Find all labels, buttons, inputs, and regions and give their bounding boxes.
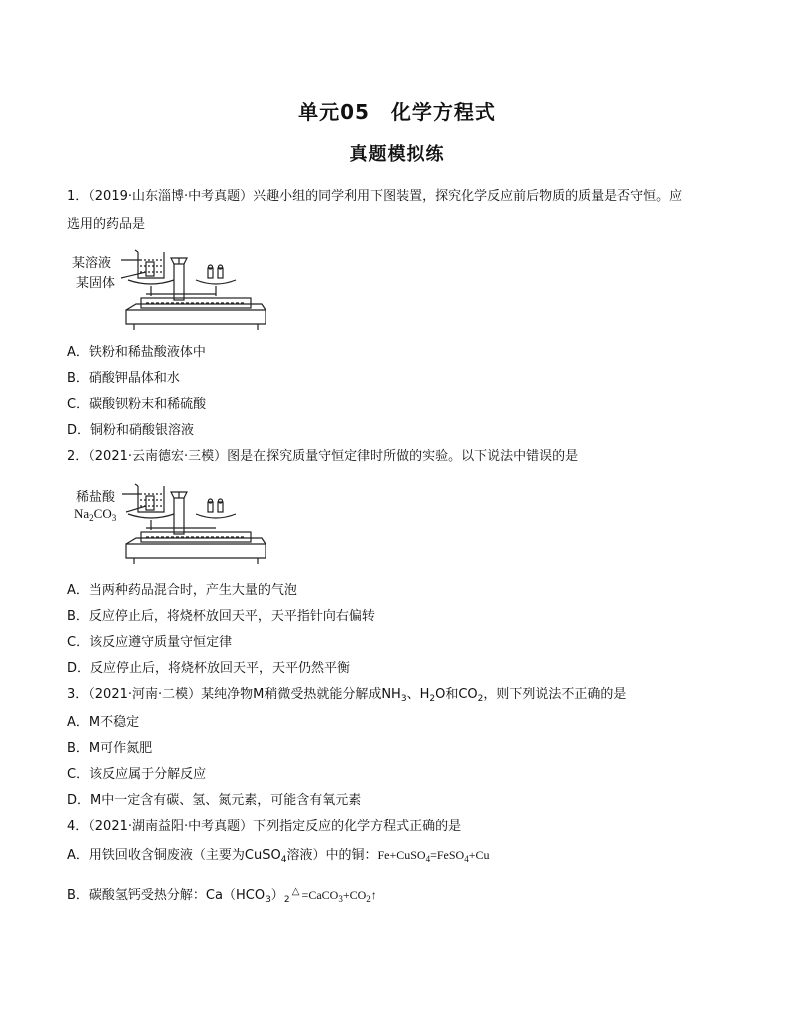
q2-stem: 2．（2021·云南德宏·三模）图是在探究质量守恒定律时所做的实验。以下说法中错误的是 [67, 449, 579, 464]
q1-option-b: B．硝酸钾晶体和水 [67, 371, 180, 386]
q2-fig-label-acid: 稀盐酸 [76, 490, 116, 505]
q2-option-a: A．当两种药品混合时，产生大量的气泡 [67, 583, 297, 598]
q3-stem: 3．（2021·河南·二模）某纯净物M稍微受热就能分解成$NH_3$、$H_2O$和$CO_2$，则下列说法不正确的是 [67, 687, 627, 704]
q1-stem-line1: 1．（2019·山东淄博·中考真题）兴趣小组的同学利用下图装置，探究化学反应前后物质的质量是否守恒。应 [67, 189, 683, 204]
q3-option-a: A．M不稳定 [67, 715, 140, 730]
q2-fig-label-carbonate: $Na_2CO_3$ [74, 506, 117, 523]
heat-triangle-icon: △ [291, 886, 300, 897]
q1-option-a: A．铁粉和稀盐酸液体中 [67, 345, 206, 360]
page-subtitle: 真题模拟练 [349, 144, 445, 165]
q2-balance-figure [66, 482, 266, 572]
q1-fig-label-solid: 某固体 [76, 276, 116, 291]
page-title: 单元05 化学方程式 [298, 100, 496, 124]
q4-option-a-equation: Fe+CuSO$_4$=FeSO$_4$+Cu [377, 848, 490, 864]
q2-option-b: B．反应停止后，将烧杯放回天平，天平指针向右偏转 [67, 609, 375, 624]
gas-arrow-icon: ↑ [370, 888, 377, 902]
q4-option-b: B．碳酸氢钙受热分解：$Ca(HCO_3)_2$ △ $=CaCO_3+CO_2↑$ [67, 886, 377, 905]
q2-option-c: C．该反应遵守质量守恒定律 [67, 635, 233, 650]
q1-balance-figure [66, 248, 266, 338]
q4-option-a: A．用铁回收含铜废液（主要为CuSO$_4$溶液）中的铜：Fe+CuSO$_4$=FeSO$_4$+Cu [67, 848, 490, 865]
q1-option-d: D．铜粉和硝酸银溶液 [67, 423, 195, 438]
q3-option-b: B．M可作氮肥 [67, 741, 153, 756]
q4-stem: 4．（2021·湖南益阳·中考真题）下列指定反应的化学方程式正确的是 [67, 819, 462, 834]
q1-fig-label-solution: 某溶液 [72, 256, 112, 271]
q1-stem-line2: 选用的药品是 [67, 217, 146, 232]
q3-option-c: C．该反应属于分解反应 [67, 767, 207, 782]
q2-option-d: D．反应停止后，将烧杯放回天平，天平仍然平衡 [67, 661, 351, 676]
q4-option-b-equation: △ $=CaCO_3+CO_2↑$ [290, 888, 377, 902]
q1-option-c: C．碳酸钡粉末和稀硫酸 [67, 397, 207, 412]
q3-option-d: D．M中一定含有碳、氢、氮元素，可能含有氧元素 [67, 793, 362, 808]
